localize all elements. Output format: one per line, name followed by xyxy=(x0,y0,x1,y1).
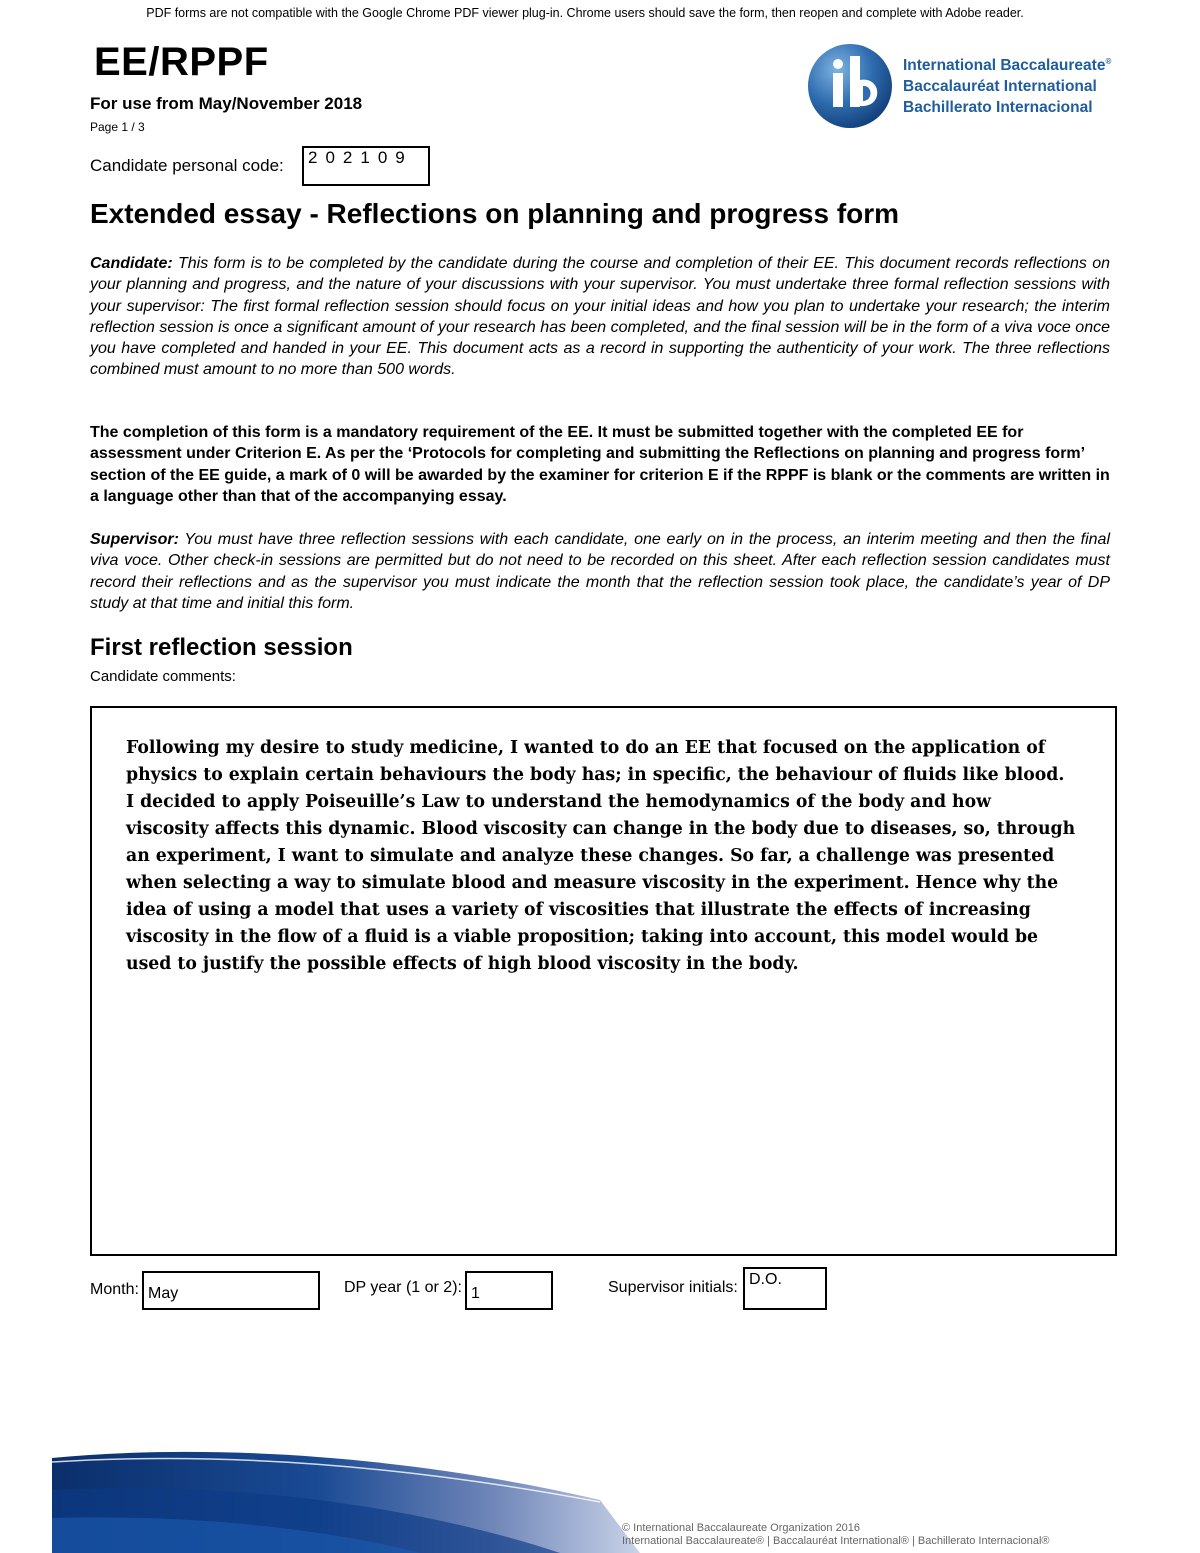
candidate-code-label: Candidate personal code: xyxy=(90,156,284,175)
ib-logo xyxy=(806,40,1116,132)
supervisor-instructions xyxy=(90,529,1110,614)
dp-year-label: DP year (1 or 2): xyxy=(344,1279,462,1296)
candidate-code-field[interactable] xyxy=(302,146,430,186)
dp-year-field[interactable] xyxy=(465,1271,553,1310)
supervisor-initials-label: Supervisor initials: xyxy=(608,1279,738,1296)
candidate-code-value: 202109 xyxy=(308,148,413,167)
candidate-comments-field[interactable] xyxy=(90,706,1117,1256)
form-code: EE/RPPF xyxy=(94,40,269,84)
supervisor-initials-value: D.O. xyxy=(749,1271,782,1288)
ib-name-fr: Baccalauréat International xyxy=(903,78,1097,96)
ib-name-es: Bachillerato Internacional xyxy=(903,99,1093,117)
month-field[interactable] xyxy=(142,1271,320,1310)
supervisor-lead: Supervisor: xyxy=(90,531,179,548)
mandatory-requirement-text: The completion of this form is a mandatory requirement of the EE. It must be submitted together with the completed EE for assessment under Criterion E. As per the ‘Protocols for completing and submitting the Reflections on planning and progress form’ section of the EE guide, a mark of 0 will be awarded by the examiner for criterion E if the RPPF is blank or the comments are written in a language other than that of the accompanying essay. xyxy=(90,424,1110,505)
candidate-lead: Candidate: xyxy=(90,255,173,272)
candidate-instructions-text: This form is to be completed by the candidate during the course and completion of their EE. This document records reflections on your planning and progress, and the nature of your discussions with your supervisor. You must undertake three formal reflection sessions with your supervisor: The first formal reflection session should focus on your initial ideas and how you plan to undertake your research; the interim reflection session is once a significant amount of your research has been completed, and the final session will be in the form of a viva voce once you have completed and handed in your EE. This document acts as a record in supporting the authenticity of your work. The three reflections combined must amount to no more than 500 words. xyxy=(90,255,1110,379)
candidate-instructions xyxy=(90,253,1110,381)
supervisor-initials-field[interactable] xyxy=(743,1267,827,1310)
for-use-date: For use from May/November 2018 xyxy=(90,94,363,113)
ib-logo-icon xyxy=(806,40,898,132)
first-reflection-title: First reflection session xyxy=(90,634,353,661)
pdf-compatibility-notice: PDF forms are not compatible with the Google Chrome PDF viewer plug-in. Chrome users should save the form, then reopen and complete with Adobe reader. xyxy=(146,6,1024,20)
page-number: Page 1 / 3 xyxy=(90,120,145,134)
registered-mark: ® xyxy=(1105,57,1112,66)
candidate-comments-label: Candidate comments: xyxy=(90,668,236,685)
copyright-notice xyxy=(622,1522,1050,1548)
candidate-comments-text: Following my desire to study medicine, I wanted to do an EE that focused on the application of physics to explain certain behaviours the body has; in specific, the behaviour of fluids like blood. I decided to apply Poiseuille’s Law to understand the hemodynamics of the body and how viscosity affects this dynamic. Blood viscosity can change in the body due to diseases, so, through an experiment, I want to simulate and analyze these changes. So far, a challenge was presented when selecting a way to simulate blood and measure viscosity in the experiment. Hence why the idea of using a model that uses a variety of viscosities that illustrate the effects of increasing viscosity in the flow of a fluid is a viable proposition; taking into account, this model would be used to justify the possible effects of high blood viscosity in the body. xyxy=(126,738,1076,974)
supervisor-instructions-text: You must have three reflection sessions with each candidate, one early on in the process, an interim meeting and then the final viva voce. Other check-in sessions are permitted but do not need to be recorded on this sheet. After each reflection session candidates must record their reflections and as the supervisor you must indicate the month that the reflection session took place, the candidate’s year of DP study at that time and initial this form. xyxy=(90,531,1110,612)
ib-name-en: International Baccalaureate xyxy=(903,57,1106,75)
month-value: May xyxy=(148,1285,179,1302)
dp-year-value: 1 xyxy=(471,1285,480,1302)
copyright-line-1: © International Baccalaureate Organization 2016 xyxy=(622,1522,861,1534)
month-label: Month: xyxy=(90,1281,139,1298)
copyright-line-2: International Baccalaureate® | Baccalauréat International® | Bachillerato Internacional® xyxy=(622,1535,1050,1547)
form-title: Extended essay - Reflections on planning and progress form xyxy=(90,198,900,229)
